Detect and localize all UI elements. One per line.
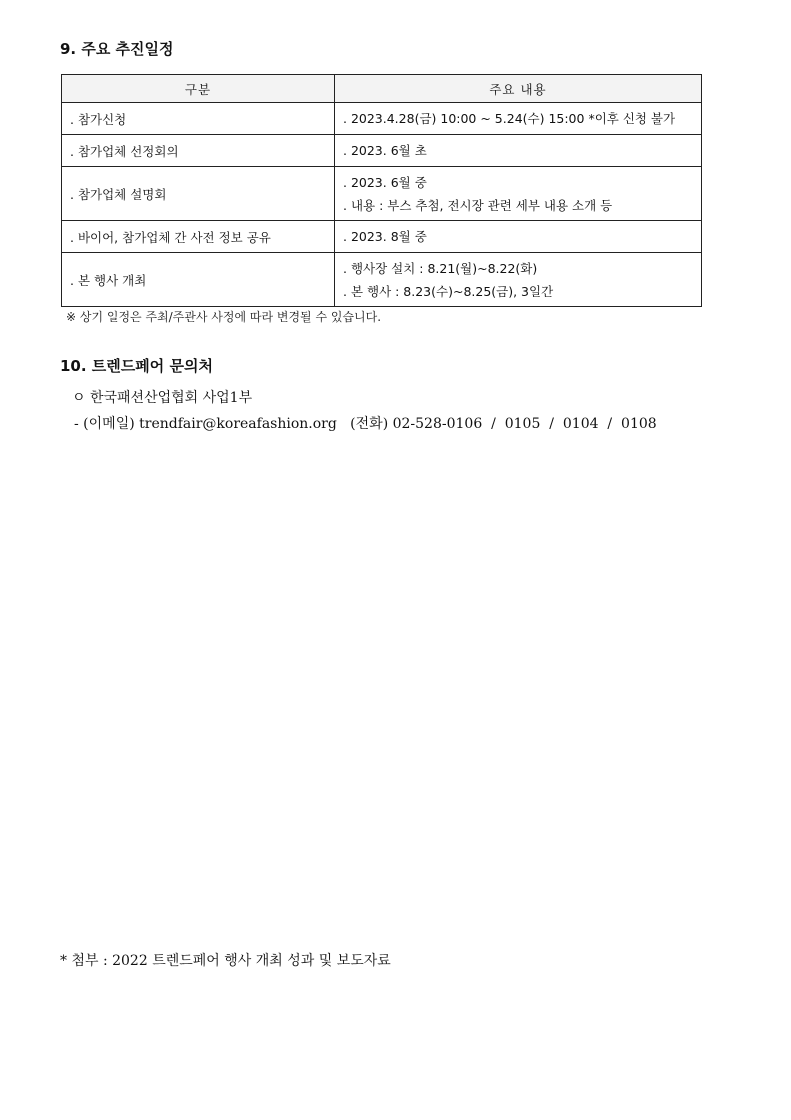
detail-line: . 행사장 설치 : 8.21(월)~8.22(화) (343, 260, 538, 276)
detail-line: . 2023.4.28(금) 10:00 ~ 5.24(수) 15:00 *이후 신청 불가 (343, 111, 676, 126)
row-category: . 본 행사 개최 (62, 253, 335, 307)
detail-line: . 내용 : 부스 추첨, 전시장 관련 세부 내용 소개 등 (343, 197, 613, 213)
row-details (335, 253, 702, 307)
section-10-heading: 10. 트렌드페어 문의처 (60, 357, 213, 375)
table-header-row (62, 75, 702, 103)
contact-details: - (이메일) trendfair@koreafashion.org (전화) 02-528-0106 / 0105 / 0104 / 0108 (74, 416, 657, 432)
detail-line: . 본 행사 : 8.23(수)~8.25(금), 3일간 (343, 283, 554, 299)
row-category: . 참가업체 설명회 (62, 167, 335, 221)
contact-organization: ㅇ 한국패션산업협회 사업1부 (72, 390, 253, 406)
row-category: . 참가업체 선정회의 (62, 135, 335, 167)
table-row (62, 253, 702, 307)
header-category: 구분 (62, 75, 335, 103)
row-details (335, 103, 702, 135)
detail-line: . 2023. 6월 초 (343, 143, 427, 158)
header-details: 주요 내용 (335, 75, 702, 103)
schedule-table (61, 74, 702, 307)
table-row (62, 221, 702, 253)
schedule-note: ※ 상기 일정은 주최/주관사 사정에 따라 변경될 수 있습니다. (66, 310, 382, 324)
detail-line: . 2023. 6월 중 (343, 174, 427, 190)
row-details (335, 167, 702, 221)
section-9-heading: 9. 주요 추진일정 (60, 40, 174, 58)
table-row (62, 103, 702, 135)
table-row (62, 135, 702, 167)
row-details (335, 135, 702, 167)
row-details (335, 221, 702, 253)
row-category: . 바이어, 참가업체 간 사전 정보 공유 (62, 221, 335, 253)
table-row (62, 167, 702, 221)
detail-line: . 2023. 8월 중 (343, 229, 427, 244)
row-category: . 참가신청 (62, 103, 335, 135)
attachment-note: * 첨부 : 2022 트렌드페어 행사 개최 성과 및 보도자료 (60, 953, 391, 969)
